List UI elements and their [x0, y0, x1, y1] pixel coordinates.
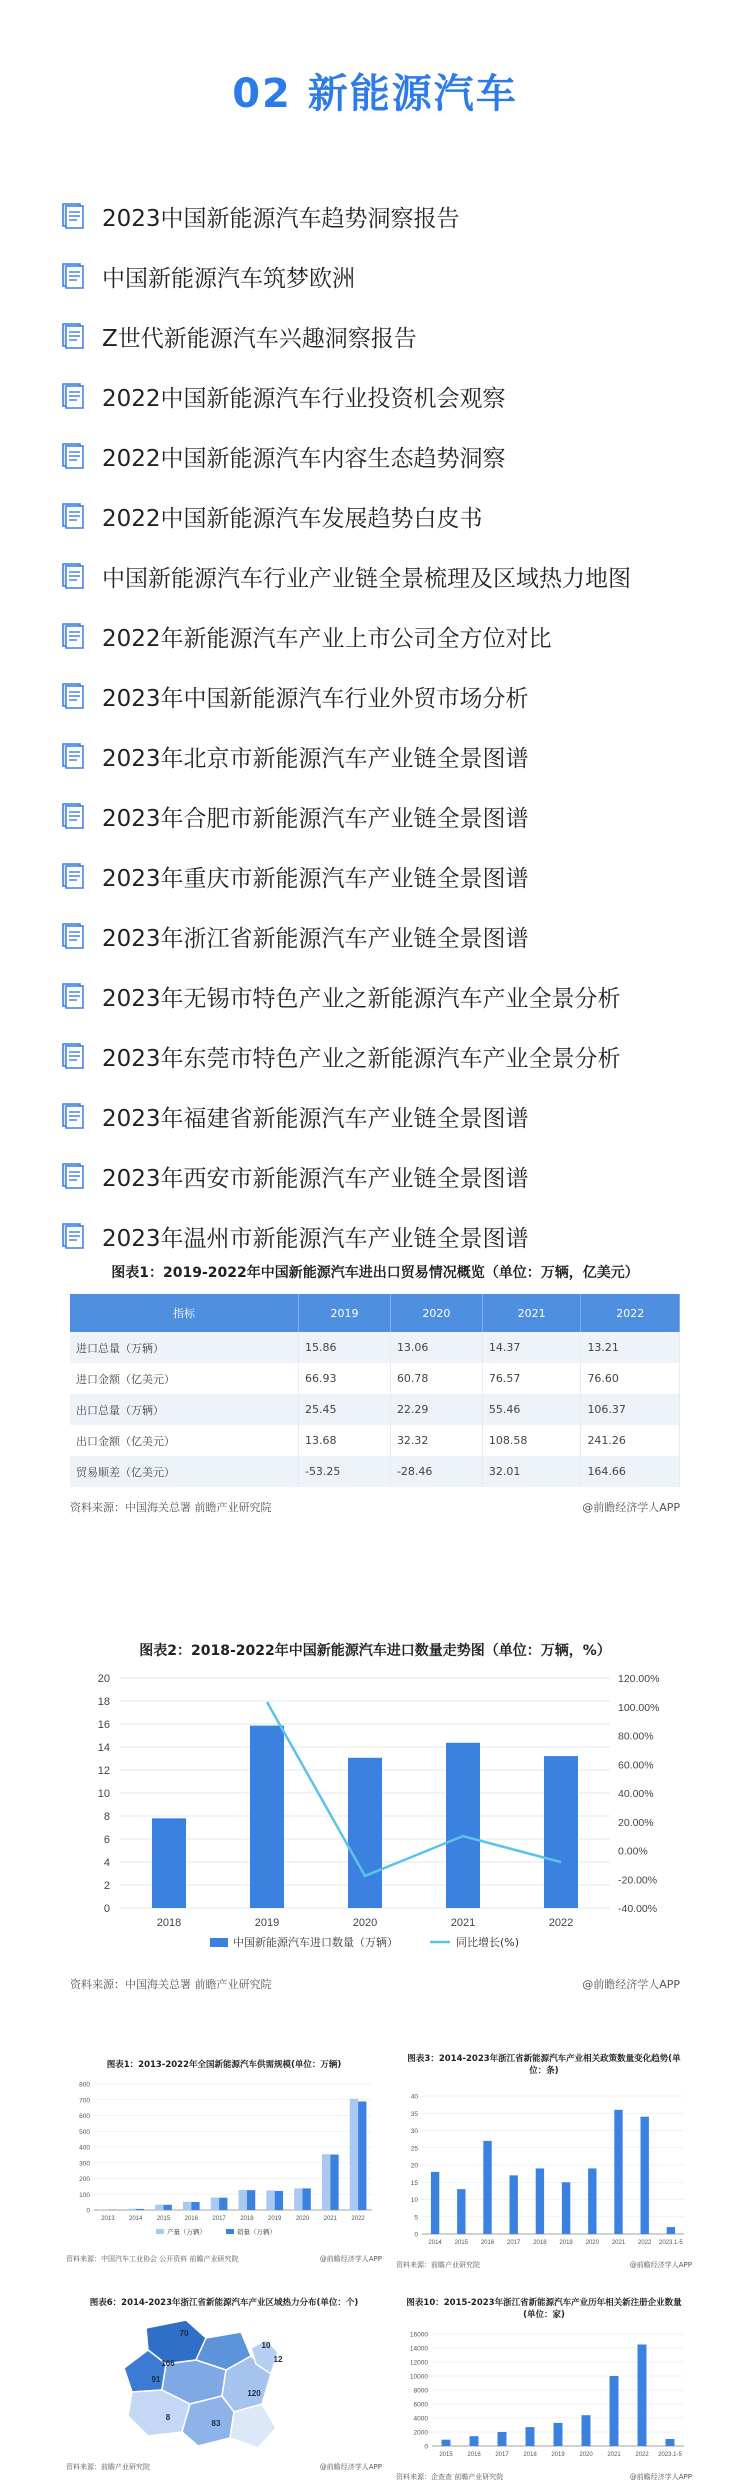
table-cell: -28.46 [390, 1456, 482, 1487]
trade-table [70, 1294, 680, 1487]
section-title: 02 新能源汽车 [232, 71, 518, 117]
x-tick-label: 2022 [638, 2240, 652, 2246]
registered-firms-chart [396, 2320, 692, 2468]
table-cell: 32.01 [482, 1456, 581, 1487]
report-title: 2023年西安市新能源汽车产业链全景图谱 [102, 1165, 529, 1192]
x-tick-label: 2023.1-5 [659, 2240, 683, 2246]
region-value-label: 8 [165, 2413, 171, 2422]
report-link[interactable] [62, 426, 702, 486]
x-tick-label: 2020 [295, 2216, 310, 2222]
report-title: 2022中国新能源汽车内容生态趋势洞察 [102, 445, 506, 472]
legend-swatch [226, 2229, 234, 2234]
bar [431, 2172, 439, 2234]
x-tick-label: 2019 [551, 2452, 565, 2458]
y-tick-label: 2000 [413, 2429, 428, 2437]
document-icon [62, 263, 84, 289]
x-tick-label: 2023.1-5 [658, 2452, 682, 2458]
x-tick-label: 2015 [156, 2216, 171, 2222]
bar [164, 2205, 172, 2210]
y-tick-label: 20 [410, 2162, 418, 2170]
table-row [70, 1363, 680, 1394]
y-tick-label: 4000 [413, 2415, 428, 2423]
y-tick-label: 400 [79, 2144, 90, 2152]
report-title: 2023年无锡市特色产业之新能源汽车产业全景分析 [102, 985, 621, 1012]
document-icon [62, 863, 84, 889]
bar [322, 2154, 330, 2210]
bar [247, 2190, 255, 2210]
report-title: Z世代新能源汽车兴趣洞察报告 [102, 325, 417, 352]
figure-map-title: 图表6：2014-2023年浙江省新能源汽车产业区域热力分布(单位：个) [89, 2298, 359, 2308]
bar [275, 2191, 283, 2210]
bar [155, 2205, 163, 2210]
report-link[interactable] [62, 726, 702, 786]
table-cell: 108.58 [482, 1425, 581, 1456]
figure-map [66, 2296, 382, 2480]
y-tick-label: 0 [414, 2231, 418, 2239]
table-header: 指标 [70, 1294, 298, 1332]
y-tick-label: 35 [410, 2110, 418, 2118]
figure-2-title: 图表2：2018-2022年中国新能源汽车进口数量走势图（单位：万辆，%） [139, 1643, 611, 1659]
y-tick-label: 14 [97, 1742, 110, 1754]
bar [350, 2099, 358, 2210]
document-icon [62, 743, 84, 769]
x-tick-label: 2022 [635, 2452, 649, 2458]
x-tick-label: 2017 [507, 2240, 521, 2246]
bar [442, 2440, 451, 2446]
y-tick-label: 300 [79, 2160, 90, 2168]
table-cell: 13.06 [390, 1332, 482, 1363]
y2-tick-label: 120.00% [618, 1673, 660, 1685]
y-tick-label: 6000 [413, 2401, 428, 2409]
report-title: 2023年福建省新能源汽车产业链全景图谱 [102, 1105, 529, 1132]
region-value-label: 120 [247, 2389, 261, 2398]
figure-b-brand: @前瞻经济学人APP [629, 2261, 692, 2269]
region-value-label: 10 [261, 2341, 271, 2350]
bar [191, 2202, 199, 2210]
table-row [70, 1425, 680, 1456]
bar [136, 2209, 144, 2210]
x-tick-label: 2015 [439, 2452, 453, 2458]
figure-small-a [66, 2058, 382, 2278]
bar [666, 2439, 675, 2446]
y-tick-label: 6 [103, 1834, 110, 1846]
table-cell: 贸易顺差（亿美元） [70, 1456, 298, 1487]
document-icon [62, 323, 84, 349]
map-region [230, 2404, 276, 2448]
report-title: 中国新能源汽车筑梦欧洲 [102, 265, 355, 292]
y2-tick-label: 60.00% [618, 1759, 654, 1772]
y-tick-label: 18 [97, 1696, 110, 1708]
table-cell: 76.60 [581, 1363, 680, 1394]
bar [266, 2190, 274, 2210]
document-icon [62, 923, 84, 949]
table-cell: 106.37 [581, 1394, 680, 1425]
table-cell: 进口总量（万辆） [70, 1332, 298, 1363]
bar [554, 2423, 563, 2446]
report-title: 2023年合肥市新能源汽车产业链全景图谱 [102, 805, 529, 832]
y-tick-label: 0 [103, 1903, 110, 1915]
y-tick-label: 10 [410, 2197, 418, 2204]
x-tick-label: 2021 [450, 1917, 476, 1929]
x-tick-label: 2018 [156, 1917, 182, 1929]
y-tick-label: 0 [86, 2207, 90, 2215]
bar [610, 2376, 619, 2446]
y-tick-label: 500 [79, 2128, 90, 2136]
figure-1 [70, 1262, 680, 1515]
report-link[interactable] [62, 606, 702, 666]
table-cell: 14.37 [482, 1332, 581, 1363]
y-tick-label: 25 [410, 2145, 418, 2153]
report-title: 2023年浙江省新能源汽车产业链全景图谱 [102, 925, 529, 952]
table-header: 2021 [482, 1294, 581, 1332]
report-link[interactable] [62, 1086, 702, 1146]
report-link[interactable] [62, 966, 702, 1026]
supply-demand-chart [66, 2070, 382, 2250]
table-cell: 出口金额（亿美元） [70, 1425, 298, 1456]
bar [183, 2202, 191, 2210]
y2-tick-label: 20.00% [618, 1816, 654, 1829]
x-tick-label: 2019 [268, 2216, 282, 2222]
table-row [70, 1394, 680, 1425]
legend-swatch-bar [210, 1938, 228, 1947]
report-link[interactable] [62, 366, 702, 426]
y-tick-label: 700 [79, 2097, 90, 2105]
report-title: 2023年中国新能源汽车行业外贸市场分析 [102, 685, 529, 712]
x-tick-label: 2014 [129, 2216, 143, 2222]
figure-1-title: 图表1：2019-2022年中国新能源汽车进出口贸易情况概览（单位：万辆，亿美元） [111, 1265, 639, 1281]
figure-small-b [396, 2052, 692, 2278]
figure-c-source: 资料来源：企查查 前瞻产业研究院 [396, 2473, 504, 2481]
y-tick-label: 30 [410, 2128, 418, 2135]
figure-1-brand: @前瞻经济学人APP [582, 1501, 680, 1514]
x-tick-label: 2014 [428, 2240, 442, 2246]
x-tick-label: 2019 [254, 1917, 280, 1929]
figure-2-brand: @前瞻经济学人APP [582, 1978, 680, 1991]
table-cell: 13.68 [298, 1425, 390, 1456]
bar [544, 1756, 578, 1908]
report-link[interactable] [62, 186, 702, 246]
report-link[interactable] [62, 786, 702, 846]
y-tick-label: 12000 [409, 2359, 428, 2367]
bar [526, 2427, 535, 2446]
policy-count-chart [396, 2076, 692, 2256]
table-cell: 241.26 [581, 1425, 680, 1456]
document-icon [62, 563, 84, 589]
x-tick-label: 2018 [533, 2240, 547, 2246]
report-title: 2023年重庆市新能源汽车产业链全景图谱 [102, 865, 529, 892]
y-tick-label: 5 [414, 2214, 418, 2222]
y2-tick-label: 0.00% [618, 1845, 648, 1858]
bar [303, 2188, 311, 2210]
bar [446, 1743, 480, 1908]
document-icon [62, 1103, 84, 1129]
x-tick-label: 2018 [240, 2216, 254, 2222]
region-value-label: 91 [151, 2375, 161, 2384]
y-tick-label: 600 [79, 2113, 90, 2120]
figure-b-title: 图表3：2014-2023年浙江省新能源汽车产业相关政策数量变化趋势(单位：条) [407, 2054, 681, 2076]
document-icon [62, 443, 84, 469]
table-row [70, 1332, 680, 1363]
x-tick-label: 2021 [607, 2452, 621, 2458]
document-icon [62, 203, 84, 229]
legend-label: 同比增长(%) [456, 1936, 520, 1949]
y-tick-label: 14000 [409, 2345, 428, 2353]
legend-label: 销量（万辆） [237, 2228, 276, 2236]
report-title: 2023年温州市新能源汽车产业链全景图谱 [102, 1225, 529, 1252]
x-tick-label: 2020 [585, 2240, 599, 2246]
x-tick-label: 2022 [351, 2216, 365, 2222]
figure-small-c [396, 2296, 692, 2480]
legend-label: 产量（万辆） [167, 2228, 206, 2236]
y2-tick-label: 80.00% [618, 1730, 654, 1743]
y-tick-label: 40 [410, 2093, 418, 2101]
figure-a-brand: @前瞻经济学人APP [319, 2255, 382, 2263]
report-title: 2023中国新能源汽车趋势洞察报告 [102, 205, 460, 232]
bar [498, 2432, 507, 2446]
bar [614, 2110, 622, 2234]
bar [219, 2198, 227, 2210]
table-cell: -53.25 [298, 1456, 390, 1487]
x-tick-label: 2020 [352, 1917, 378, 1929]
bar [211, 2198, 219, 2210]
y-tick-label: 100 [79, 2191, 90, 2199]
y-tick-label: 20 [97, 1673, 110, 1685]
report-link[interactable] [62, 906, 702, 966]
bar [358, 2101, 366, 2210]
y-tick-label: 8 [103, 1811, 110, 1823]
import-volume-chart [70, 1668, 680, 1968]
bar [250, 1726, 284, 1908]
y-tick-label: 4 [103, 1857, 110, 1869]
bar [294, 2188, 302, 2210]
table-cell: 进口金额（亿美元） [70, 1363, 298, 1394]
y-tick-label: 15 [410, 2179, 418, 2187]
table-cell: 出口总量（万辆） [70, 1394, 298, 1425]
legend-swatch [156, 2229, 164, 2234]
figure-b-source: 资料来源：前瞻产业研究院 [396, 2261, 480, 2269]
table-cell: 60.78 [390, 1363, 482, 1394]
y2-tick-label: 40.00% [618, 1788, 654, 1800]
bar [667, 2227, 675, 2234]
bar [536, 2168, 544, 2234]
table-header: 2019 [298, 1294, 390, 1332]
x-tick-label: 2022 [548, 1917, 574, 1929]
report-link[interactable] [62, 1206, 702, 1266]
table-cell: 15.86 [298, 1332, 390, 1363]
bar [127, 2209, 135, 2210]
y2-tick-label: 100.00% [618, 1701, 660, 1714]
bar [239, 2190, 247, 2210]
bar [510, 2175, 518, 2234]
document-icon [62, 1163, 84, 1189]
bar [588, 2168, 596, 2234]
zhejiang-heat-map [66, 2308, 382, 2458]
figure-a-source: 资料来源：中国汽车工业协会 公开资料 前瞻产业研究院 [66, 2255, 239, 2263]
bar [638, 2345, 647, 2447]
x-tick-label: 2019 [559, 2240, 573, 2246]
figure-map-brand: @前瞻经济学人APP [319, 2463, 382, 2471]
bar [470, 2436, 479, 2446]
x-tick-label: 2015 [454, 2240, 468, 2246]
x-tick-label: 2020 [579, 2452, 593, 2458]
map-region [182, 2396, 234, 2446]
x-tick-label: 2016 [184, 2216, 198, 2222]
growth-line [267, 1702, 561, 1876]
bar [152, 1818, 186, 1908]
region-value-label: 12 [273, 2355, 283, 2364]
x-tick-label: 2017 [212, 2216, 226, 2222]
report-title: 中国新能源汽车行业产业链全景梳理及区域热力地图 [102, 565, 631, 592]
figure-map-source: 资料来源：前瞻产业研究院 [66, 2463, 150, 2471]
report-title: 2023年北京市新能源汽车产业链全景图谱 [102, 745, 529, 772]
document-icon [62, 1043, 84, 1069]
table-header: 2022 [581, 1294, 680, 1332]
y-tick-label: 8000 [413, 2387, 428, 2395]
y-tick-label: 10000 [409, 2373, 428, 2381]
table-cell: 25.45 [298, 1394, 390, 1425]
table-cell: 13.21 [581, 1332, 680, 1363]
report-link[interactable] [62, 486, 702, 546]
bar [330, 2155, 338, 2210]
x-tick-label: 2017 [495, 2452, 509, 2458]
bar [562, 2182, 570, 2234]
x-tick-label: 2018 [523, 2452, 537, 2458]
y-tick-label: 10 [97, 1788, 110, 1800]
report-title: 2022中国新能源汽车发展趋势白皮书 [102, 505, 483, 532]
y-tick-label: 200 [79, 2176, 90, 2183]
table-cell: 76.57 [482, 1363, 581, 1394]
document-icon [62, 623, 84, 649]
report-title: 2022年新能源汽车产业上市公司全方位对比 [102, 625, 552, 652]
table-row [70, 1456, 680, 1487]
y-tick-label: 16 [97, 1719, 110, 1731]
region-value-label: 106 [161, 2359, 175, 2368]
y-tick-label: 800 [79, 2081, 90, 2089]
document-icon [62, 983, 84, 1009]
table-cell: 32.32 [390, 1425, 482, 1456]
figure-c-brand: @前瞻经济学人APP [629, 2473, 692, 2481]
y-tick-label: 2 [103, 1880, 110, 1892]
bar [457, 2189, 465, 2234]
document-icon [62, 803, 84, 829]
region-value-label: 83 [211, 2419, 221, 2428]
report-link[interactable] [62, 246, 702, 306]
table-cell: 66.93 [298, 1363, 390, 1394]
document-icon [62, 503, 84, 529]
report-list [62, 186, 702, 1266]
report-link[interactable] [62, 306, 702, 366]
x-tick-label: 2013 [101, 2216, 115, 2222]
report-link[interactable] [62, 666, 702, 726]
report-title: 2022中国新能源汽车行业投资机会观察 [102, 385, 506, 412]
x-tick-label: 2016 [467, 2452, 481, 2458]
table-header: 2020 [390, 1294, 482, 1332]
y-tick-label: 0 [424, 2443, 428, 2451]
report-link[interactable] [62, 1026, 702, 1086]
document-icon [62, 383, 84, 409]
figure-2-source: 资料来源：中国海关总署 前瞻产业研究院 [70, 1978, 272, 1991]
bar [483, 2141, 491, 2234]
table-cell: 164.66 [581, 1456, 680, 1487]
figure-a-title: 图表1：2013-2022年全国新能源汽车供需规模(单位：万辆) [106, 2060, 342, 2070]
figure-1-source: 资料来源：中国海关总署 前瞻产业研究院 [70, 1501, 272, 1514]
region-value-label: 70 [179, 2329, 189, 2338]
x-tick-label: 2021 [611, 2240, 626, 2246]
bar [348, 1758, 382, 1908]
figure-2 [70, 1640, 680, 1992]
y-tick-label: 12 [97, 1765, 110, 1777]
x-tick-label: 2016 [480, 2240, 495, 2246]
y2-tick-label: -20.00% [618, 1874, 658, 1887]
x-tick-label: 2021 [323, 2216, 337, 2222]
report-title: 2023年东莞市特色产业之新能源汽车产业全景分析 [102, 1045, 621, 1072]
bar [582, 2415, 591, 2446]
table-cell: 22.29 [390, 1394, 482, 1425]
legend-label: 中国新能源汽车进口数量（万辆） [233, 1936, 398, 1949]
y-tick-label: 16000 [409, 2331, 428, 2339]
y2-tick-label: -40.00% [618, 1903, 658, 1915]
figure-c-title: 图表10：2015-2023年浙江省新能源汽车产业历年相关新注册企业数量(单位：家) [406, 2298, 682, 2320]
table-cell: 55.46 [482, 1394, 581, 1425]
report-link[interactable] [62, 546, 702, 606]
bar [641, 2117, 649, 2234]
report-link[interactable] [62, 1146, 702, 1206]
document-icon [62, 1223, 84, 1249]
report-link[interactable] [62, 846, 702, 906]
document-icon [62, 683, 84, 709]
